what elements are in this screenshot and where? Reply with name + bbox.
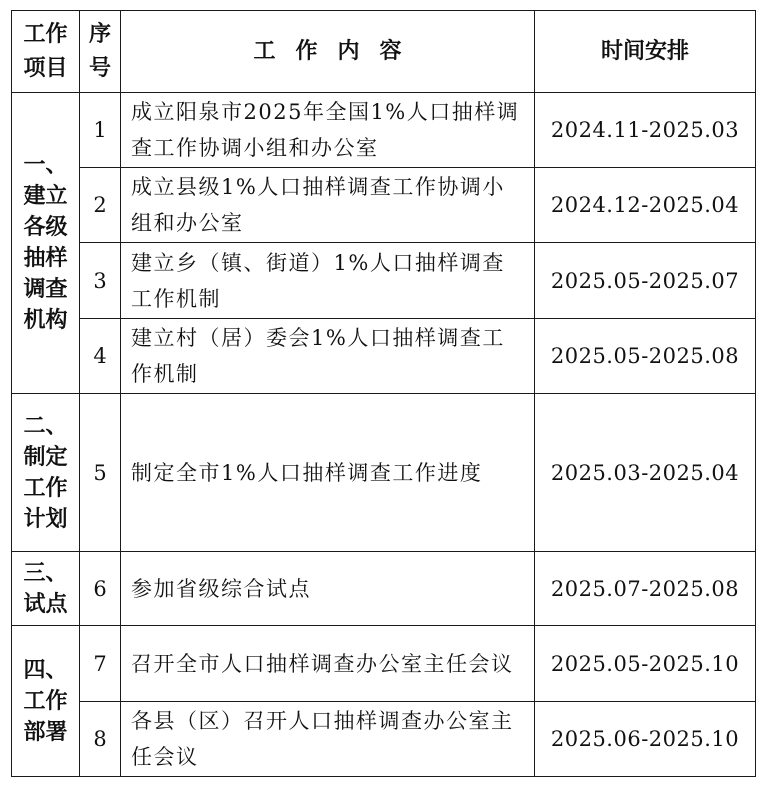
category-line: 工作: [23, 688, 68, 714]
content-cell: 制定全市1%人口抽样调查工作进度: [121, 394, 535, 552]
category-line: 建立: [23, 184, 68, 209]
table-header-row: [12, 11, 756, 93]
time-cell: 2025.03-2025.04: [535, 394, 756, 552]
seq-cell: 8: [80, 702, 121, 777]
category-line: 试点: [23, 591, 68, 617]
header-category-line: 项目: [23, 55, 68, 81]
seq-cell: 2: [80, 168, 121, 243]
category-line: 各级: [23, 215, 68, 240]
category-line: 工作: [23, 475, 68, 501]
table-row: [12, 552, 756, 626]
category-line: 制定: [23, 444, 68, 470]
seq-cell: 6: [80, 552, 121, 626]
content-cell: 建立乡（镇、街道）1%人口抽样调查工作机制: [121, 243, 535, 319]
category-line: 三、: [23, 560, 68, 586]
category-line: 计划: [23, 506, 68, 532]
table-row: [12, 394, 756, 552]
header-content: 工作内容: [121, 11, 535, 93]
table-row: [12, 93, 756, 168]
table-row: [12, 626, 756, 702]
table-row: [12, 168, 756, 243]
content-cell: 参加省级综合试点: [121, 552, 535, 626]
content-cell: 召开全市人口抽样调查办公室主任会议: [121, 626, 535, 702]
header-time: 时间安排: [535, 11, 756, 93]
seq-cell: 7: [80, 626, 121, 702]
time-cell: 2025.05-2025.07: [535, 243, 756, 319]
time-cell: 2025.07-2025.08: [535, 552, 756, 626]
time-cell: 2025.06-2025.10: [535, 702, 756, 777]
time-cell: 2025.05-2025.10: [535, 626, 756, 702]
time-cell: 2025.05-2025.08: [535, 319, 756, 394]
category-line: 机构: [23, 308, 68, 333]
category-line: 四、: [23, 657, 68, 683]
seq-cell: 1: [80, 93, 121, 168]
content-cell: 各县（区）召开人口抽样调查办公室主任会议: [121, 702, 535, 777]
seq-cell: 5: [80, 394, 121, 552]
category-line: 二、: [23, 413, 68, 439]
table-row: [12, 319, 756, 394]
category-line: 一、: [23, 153, 68, 178]
category-cell-1: [12, 93, 80, 394]
header-seq-line: 号: [88, 55, 111, 81]
category-cell-4: [12, 626, 80, 777]
category-line: 调查: [23, 277, 68, 302]
category-cell-2: [12, 394, 80, 552]
content-cell: 成立县级1%人口抽样调查工作协调小组和办公室: [121, 168, 535, 243]
time-cell: 2024.11-2025.03: [535, 93, 756, 168]
header-seq: [80, 11, 121, 93]
category-cell-3: [12, 552, 80, 626]
header-category-line: 工作: [23, 21, 68, 47]
table-row: [12, 702, 756, 777]
time-cell: 2024.12-2025.04: [535, 168, 756, 243]
seq-cell: 4: [80, 319, 121, 394]
header-category: [12, 11, 80, 93]
category-line: 抽样: [23, 246, 68, 271]
content-cell: 建立村（居）委会1%人口抽样调查工作机制: [121, 319, 535, 394]
seq-cell: 3: [80, 243, 121, 319]
content-cell: 成立阳泉市2025年全国1%人口抽样调查工作协调小组和办公室: [121, 93, 535, 168]
header-seq-line: 序: [88, 21, 111, 47]
table-row: [12, 243, 756, 319]
work-schedule-table: [11, 10, 756, 777]
category-line: 部署: [23, 719, 68, 745]
